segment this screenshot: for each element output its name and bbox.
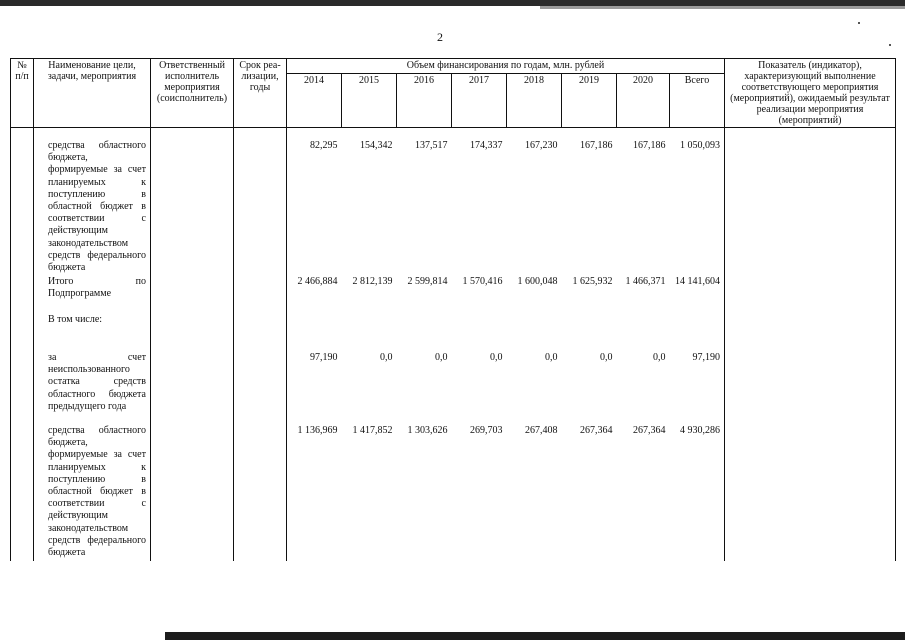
value-cell: 137,517	[415, 140, 448, 151]
value-cell: 1 417,852	[352, 425, 393, 436]
value-cell: 97,190	[287, 352, 342, 425]
col-term-header: Срок реа-лизации, годы	[234, 59, 287, 128]
value-cell: 2 466,884	[287, 276, 342, 314]
col-funding-header: Объем финансирования по годам, млн. рублей	[287, 59, 725, 74]
col-name-header: Наименование цели, задачи, мероприятия	[34, 59, 151, 128]
year-total-header: Всего	[670, 74, 725, 128]
value-cell: 0,0	[380, 352, 393, 363]
spacer-row	[11, 339, 896, 352]
table-row	[11, 276, 896, 314]
col-responsible-header: Ответственный исполнитель мероприятия (соисполнитель)	[151, 59, 234, 128]
value-cell: 269,703	[470, 425, 503, 436]
value-cell: 167,186	[580, 140, 613, 151]
table-row	[11, 352, 896, 425]
value-total-cell: 1 050,093	[670, 140, 725, 276]
value-total-cell: 14 141,604	[670, 276, 725, 314]
table-row	[11, 314, 896, 339]
year-header: 2018	[507, 74, 562, 128]
value-cell: 1 466,371	[625, 276, 666, 287]
year-header: 2014	[287, 74, 342, 128]
row-name: средства областного бюджета, формируемые за счет планируемых к поступлению в областной бюджет в соответствии с действующим законодательством средств федерального бюджета	[34, 140, 151, 276]
value-cell: 267,408	[525, 425, 558, 436]
row-name: В том числе:	[34, 314, 151, 339]
value-cell: 0,0	[490, 352, 503, 363]
value-cell: 0,0	[600, 352, 613, 363]
header-row	[11, 59, 896, 74]
funding-table	[10, 58, 896, 561]
scan-speck	[858, 22, 860, 24]
value-cell: 1 303,626	[407, 425, 448, 436]
value-cell: 1 136,969	[287, 425, 342, 561]
year-header: 2017	[452, 74, 507, 128]
value-cell: 0,0	[653, 352, 666, 363]
value-cell: 1 625,932	[572, 276, 613, 287]
value-cell: 174,337	[470, 140, 503, 151]
table-row	[11, 425, 896, 561]
col-num-header: № п/п	[11, 59, 34, 128]
value-cell: 2 812,139	[352, 276, 393, 287]
scan-edge-top-shadow	[540, 6, 905, 9]
value-total-cell: 4 930,286	[670, 425, 725, 561]
value-cell: 167,186	[633, 140, 666, 151]
year-header: 2015	[342, 74, 397, 128]
year-header: 2019	[562, 74, 617, 128]
col-indicator-header: Показатель (индикатор), характеризующий выполнение соответствующего мероприятия (мероприятий), ожидаемый результат реализации мероприятия (мероприятий)	[725, 59, 896, 128]
value-cell: 82,295	[287, 140, 342, 276]
page-number: 2	[437, 30, 443, 44]
scan-speck	[889, 44, 891, 46]
value-cell: 167,230	[525, 140, 558, 151]
value-cell: 2 599,814	[407, 276, 448, 287]
value-cell: 1 600,048	[517, 276, 558, 287]
value-cell: 267,364	[580, 425, 613, 436]
row-name: за счет неиспользованного остатка средств областного бюджета предыдущего года	[34, 352, 151, 425]
table-row	[11, 140, 896, 276]
value-total-cell: 97,190	[670, 352, 725, 425]
year-header: 2020	[617, 74, 670, 128]
value-cell: 0,0	[435, 352, 448, 363]
value-cell: 154,342	[360, 140, 393, 151]
value-cell: 267,364	[633, 425, 666, 436]
value-cell: 1 570,416	[462, 276, 503, 287]
value-cell: 0,0	[545, 352, 558, 363]
row-name: Итого по Подпрограмме	[34, 276, 151, 314]
year-header: 2016	[397, 74, 452, 128]
spacer-row	[11, 128, 896, 141]
row-name: средства областного бюджета, формируемые за счет планируемых к поступлению в областной бюджет в соответствии с действующим законодательством средств федерального бюджета	[34, 425, 151, 561]
scan-edge-bottom	[165, 632, 905, 640]
